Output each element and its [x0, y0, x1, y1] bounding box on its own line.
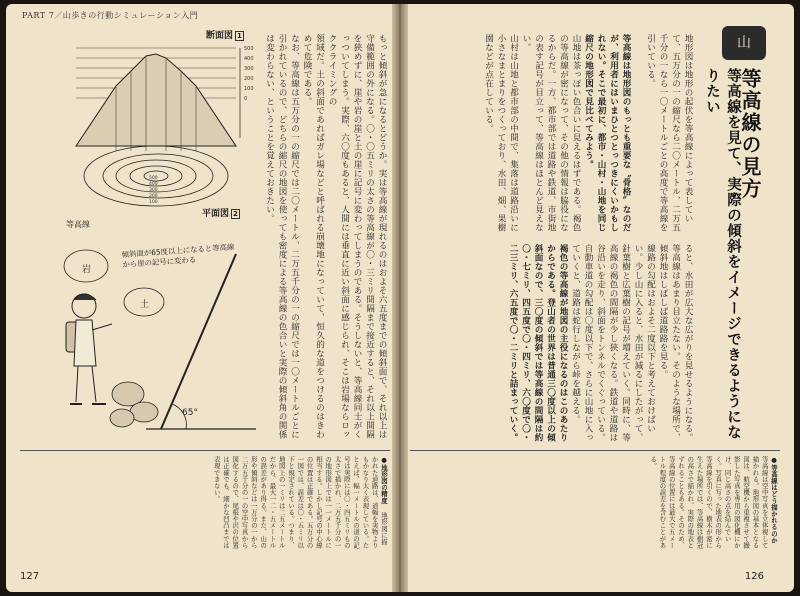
- hiker-figure: [66, 294, 112, 404]
- page-subtitle: 等高線を見て、実際の傾斜をイメージできるようになりたい: [704, 68, 741, 440]
- plan-ticks: [149, 176, 158, 206]
- tick: 100: [244, 86, 254, 92]
- right-note: [412, 456, 778, 551]
- note-body: 等高線は空中写真を立体視して描かれる。地形図の基本となる図は、航空機から重複させて撮影した写真を専用の図化機にかけ、同じ高さの点を結んでいく。写真に写った地表の形から等高線を引くので、樹木が密に生えた場所では、等高線は樹冠の高さで描かれ、実際の地表とずれることもある。そのため、等高線の位置には最大で五メートル程度の誤差を含むことがある。: [649, 456, 769, 549]
- right-body-lower: [412, 244, 694, 444]
- section-label-text: 断面図: [206, 31, 234, 41]
- paragraph: 山村は山地と都市部の中間で、集落は道路沿いに小さなまとまりをつくっており、水田、畑、果樹園などが点在している。: [483, 34, 519, 232]
- section-badge: [722, 26, 766, 60]
- slope-illustration: [36, 244, 266, 444]
- paragraph: 線路の勾配はおよそ二度以下と考えておけばいい。少し山に入ると、水田が減るにしたがって、針葉樹と広葉樹の記号が増えていく。同時に、等高線の褐色の間隔が少し狭くなる。鉄道や道路は谷沿いを走り、斜面をトンネルでくぐっている。自動車道の勾配は〇度以下で、さらに山地に入っていくと、道路は蛇行しながら峠を越える。: [570, 244, 656, 442]
- paragraph: 地形図は地形の起伏を等高線によって表していて、五万分の一の縮尺なら二〇メートル、二万五千分の一なら一〇メートルごとの高度で等高線を引いている。: [645, 34, 693, 232]
- tick: 300: [244, 66, 254, 72]
- tick: 400: [244, 56, 254, 62]
- tick: 300: [149, 188, 158, 193]
- page-number: 127: [20, 571, 40, 582]
- note-title: ●地形図の精度: [380, 456, 388, 504]
- paragraph: 山地は茶っぽい色合いに見えるはずである。褐色の等高線が密になって、その他の情報は脇役になるからだ。一方、都市部では道路や鉄道、市街地の表す記号が目立って、等高線はほとんど見えない。: [521, 34, 581, 232]
- contour-label: 等高線: [66, 220, 90, 229]
- paragraph: 褐色の等高線が地図の主役になるのはこのあたりからである。登山者の世界は普通三〇度以上の傾斜面なので、三〇度の傾斜では等高線の間隔は約〇・七ミリ、四五度で〇・四ミリ、六〇度で〇・二三ミリ、六五度で〇・二ミリと詰まっていく。: [508, 244, 568, 442]
- cloud-soil-text: 土: [140, 300, 150, 310]
- mountain-icon: 山: [737, 35, 751, 51]
- note-title: ●等高線はどう描かれるのか: [770, 456, 778, 544]
- left-note: [22, 456, 388, 551]
- right-body-upper: [412, 34, 694, 234]
- section-label: [206, 28, 244, 41]
- tick: 100: [149, 200, 158, 205]
- paragraph: 等高線は地形図のもっとも重要な〝骨格〟なのだが、利用者にはいまひとつとっつきにくいかもしれない。そこで最初に、都市・山村・山地を同じ縮尺の地形図で見比べてみよう。: [583, 34, 631, 232]
- paragraph: ると、水田が広大な広がりを見せるようになる。等高線はあまり目立たない。そのような場所で、傾斜地はしばしば道路路を見る。: [658, 244, 693, 442]
- book-gutter: [392, 4, 408, 592]
- page-title: 等高線の見方: [738, 68, 762, 200]
- page-number: 126: [744, 571, 764, 582]
- tick: 500: [244, 46, 254, 52]
- plan-label: [202, 206, 240, 219]
- cloud-rock-text: 岩: [82, 265, 92, 275]
- plan-label-text: 平面図: [202, 209, 230, 219]
- cliff-slope: [161, 254, 236, 429]
- note-divider: [20, 450, 390, 451]
- left-body-text: [264, 34, 388, 444]
- paragraph: 領域だ。土の斜面であればガレ場などと呼ばれる崩壊地になっていて、恒久的な道をつけるのはきわめて危険である。: [302, 34, 325, 439]
- elevation-ticks: [244, 44, 254, 104]
- paragraph: なお、等高線は五万分の一の縮尺では二〇メートル、二万五千分の一の縮尺では一〇メートルごとに引かれているので、どちらの縮尺の地図を使っても密度による等高線の色合いと実際の傾斜角の関係は変わらない、ということを覚えておきたい。: [264, 34, 300, 439]
- rock-pile: [110, 382, 158, 427]
- tick: 400: [149, 182, 158, 187]
- illustration-caption: 傾斜面が65度以上になると等高線から崖の記号に変わる: [121, 242, 235, 270]
- tick: 200: [244, 76, 254, 82]
- right-page: [402, 4, 794, 592]
- angle-label: 65°: [182, 408, 198, 418]
- tick: 500: [149, 176, 158, 181]
- tick: 0: [244, 96, 248, 102]
- paragraph: もっと傾斜が急になるとどうか。実は等高線が現れるのはおよそ六五度までの傾斜面で、それ以上は守備範囲の外になる。〇・〇五ミリの太さの等高線が〇・三ミリ間隔まで接近すると、それ以上間隔を狭めずに、崖や岩の崖と土の崖に記号に変わってしまうのである。そうしないと、等高線同士がくっついてしまう。実際、六〇度もあると、人間には垂直に近い斜面に感じられ、そこは岩場ならロッククライミングの: [327, 34, 387, 439]
- page-header: PART 7／山歩きの行動シミュレーション入門: [22, 11, 199, 20]
- tick: 200: [149, 194, 158, 199]
- left-page: [6, 4, 398, 592]
- section-number: 1: [237, 32, 242, 40]
- plan-number: 2: [233, 210, 238, 218]
- note-body: 地形図に描かれた道路は、道幅を実物よりもかなり太く表現している。たとえば、幅一メートルの道の記号は実際には〇・四五ミリもの太さで描かれ、二万五千分の一の地形図上では一一メートルに相当する。しかし記号の中心線の位置は正確である。五万分の一図では、誤差は〇・五ミリ以下と規定されている。つまり、地図上の一ミリは二五メートルだから、最大一二・五メートルの誤差があり得る。また、山の形や傾斜などは一万分の一から二万五千分の一の空中写真から図化するので、尾根や沢の位置は正確でも、細かな凹凸までは表現できない。: [212, 456, 388, 549]
- note-divider: [410, 450, 780, 451]
